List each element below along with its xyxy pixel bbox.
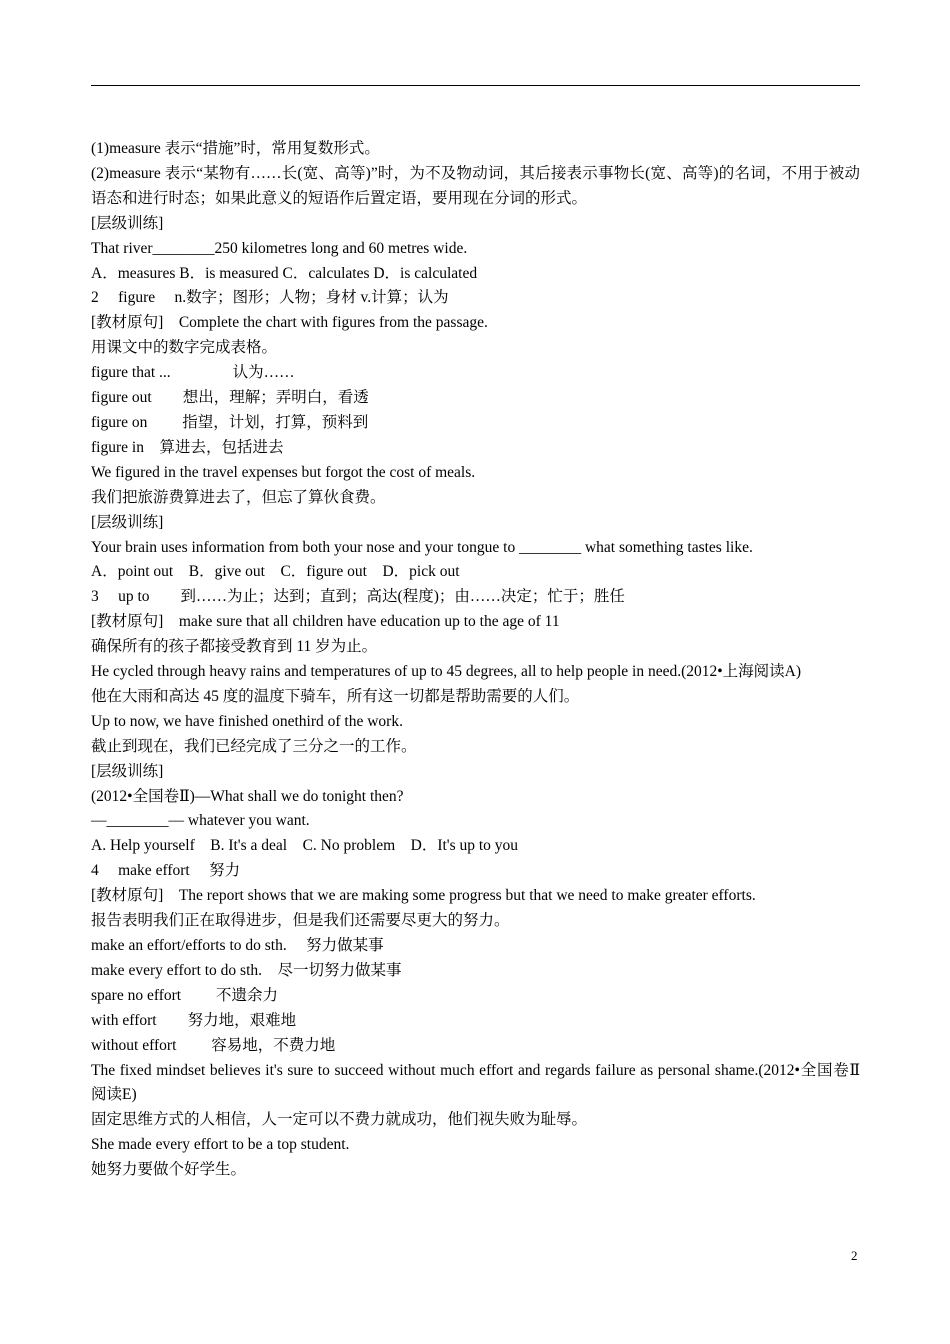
exercise-question: Your brain uses information from both your nose and your tongue to ________ what something tastes like. [91, 538, 753, 556]
text-paragraph: (2)measure 表示“某物有……长(宽、高等)”时，为不及物动词，其后接表示事物长(宽、高等)的名词，不用于被动语态和进行时态；如果此意义的短语作后置定语，要用现在分词的形式。 [91, 164, 860, 207]
section-label: [层级训练] [91, 762, 164, 780]
example-sentence: Up to now, we have finished onethird of the work. [91, 712, 403, 730]
phrase-line: figure in 算进去，包括进去 [91, 438, 284, 456]
phrase-line: with effort 努力地，艰难地 [91, 1011, 297, 1029]
translation-line: 他在大雨和高达 45 度的温度下骑车，所有这一切都是帮助需要的人们。 [91, 687, 580, 705]
phrase-line: without effort 容易地，不费力地 [91, 1036, 336, 1054]
document-body [91, 137, 860, 1183]
translation-line: 报告表明我们正在取得进步，但是我们还需要尽更大的努力。 [91, 912, 510, 930]
phrase-line: figure out 想出，理解；弄明白，看透 [91, 389, 369, 407]
section-label: [层级训练] [91, 513, 164, 531]
exercise-question: That river________250 kilometres long and 60 metres wide. [91, 239, 468, 257]
example-sentence: She made every effort to be a top student. [91, 1136, 350, 1154]
textbook-sentence: [教材原句] make sure that all children have education up to the age of 11 [91, 613, 560, 631]
phrase-line: make every effort to do sth. 尽一切努力做某事 [91, 961, 402, 979]
textbook-sentence: [教材原句] Complete the chart with figures from the passage. [91, 314, 488, 332]
exercise-options: A．point out B．give out C．figure out D．pick out [91, 563, 460, 581]
translation-line: 用课文中的数字完成表格。 [91, 339, 278, 357]
exercise-question: (2012•全国卷Ⅱ)—What shall we do tonight then? [91, 787, 404, 805]
vocab-heading: 2 figure n.数字；图形；人物；身材 v.计算；认为 [91, 289, 449, 307]
section-label: [层级训练] [91, 214, 164, 232]
exercise-options: A．measures B．is measured C．calculates D．is calculated [91, 264, 478, 282]
phrase-line: figure that ... 认为…… [91, 364, 295, 382]
textbook-sentence: [教材原句] The report shows that we are making some progress but that we need to make greater efforts. [91, 887, 756, 905]
page-number: 2 [851, 1248, 858, 1263]
example-sentence: We figured in the travel expenses but forgot the cost of meals. [91, 463, 476, 481]
translation-line: 固定思维方式的人相信，人一定可以不费力就成功，他们视失败为耻辱。 [91, 1111, 588, 1129]
phrase-line: spare no effort 不遗余力 [91, 986, 278, 1004]
example-sentence: He cycled through heavy rains and temperatures of up to 45 degrees, all to help people in need.(2012•上海阅读A) [91, 663, 802, 681]
translation-line: 截止到现在，我们已经完成了三分之一的工作。 [91, 737, 417, 755]
translation-line: 我们把旅游费算进去了，但忘了算伙食费。 [91, 488, 386, 506]
exercise-options: A. Help yourself B. It's a deal C. No problem D．It's up to you [91, 837, 519, 855]
vocab-heading: 4 make effort 努力 [91, 862, 241, 880]
vocab-heading: 3 up to 到……为止；达到；直到；高达(程度)；由……决定；忙于；胜任 [91, 588, 625, 606]
header-rule [91, 85, 860, 86]
exercise-question: —________— whatever you want. [91, 812, 310, 830]
translation-line: 确保所有的孩子都接受教育到 11 岁为止。 [91, 638, 378, 656]
translation-line: 她努力要做个好学生。 [91, 1161, 247, 1179]
example-sentence: The fixed mindset believes it's sure to succeed without much effort and regards failure as personal shame.(2012•全国卷Ⅱ阅读E) [91, 1061, 860, 1104]
phrase-line: figure on 指望，计划，打算，预料到 [91, 413, 369, 431]
phrase-line: make an effort/efforts to do sth. 努力做某事 [91, 937, 384, 954]
text-line: (1)measure 表示“措施”时，常用复数形式。 [91, 140, 380, 157]
